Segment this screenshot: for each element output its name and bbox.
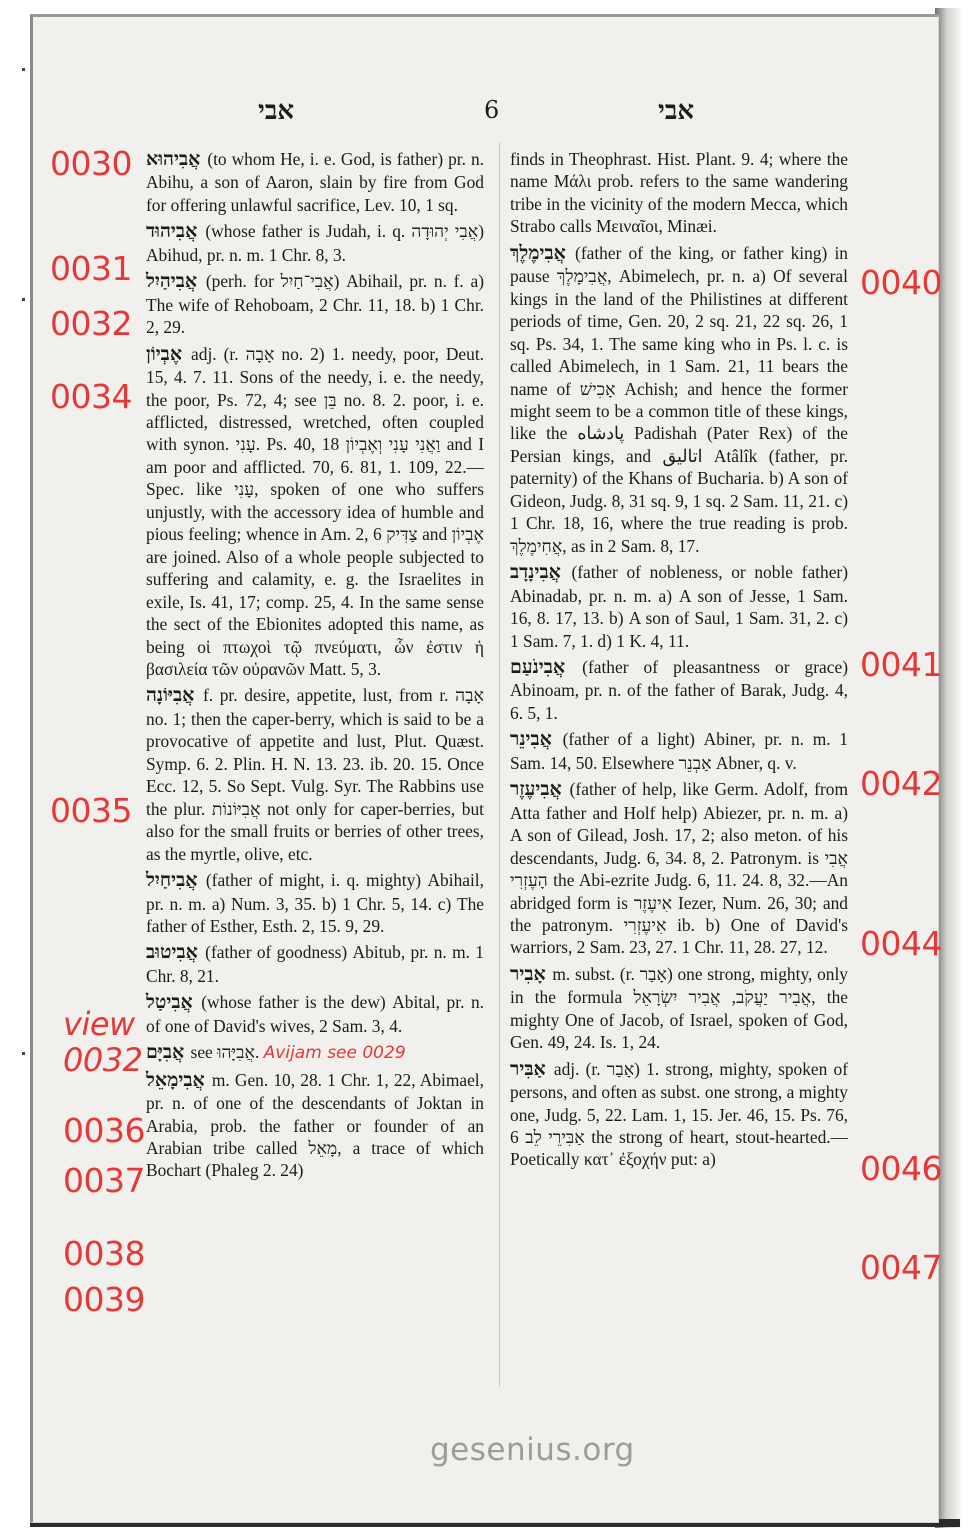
entry-code: 0031 [50,249,132,288]
entry-code: 0041 [860,645,942,684]
headword: אֲבִיטוּב [146,942,198,964]
headword: אֲבִיָּם [146,1042,185,1064]
avijam-annotation: Avijam see 0029 [263,1043,406,1064]
entry-code: 0032 [50,304,132,343]
entry-0031 [146,220,484,266]
page-header [0,96,980,136]
definition: (father of goodness) Abitub, pr. n. m. 1 Chr. 8, 21. [146,942,484,986]
definition: (perh. for אֲבִי־חַיִל) Abihail, pr. n. f. a) The wife of Rehoboam, 2 Chr. 11, 18. b) 1 Chr. 2, 29. [146,271,484,338]
entry-0038 [146,1041,484,1064]
headword: אֲבִימָאֵל [146,1069,205,1091]
site-watermark: gesenius.org [430,1432,635,1468]
right-column [510,148,848,1175]
entry-code: 0030 [50,144,132,183]
headword: אַבִּיר [510,1058,546,1080]
headword: אֲבִיהוּא [146,149,201,170]
definition: finds in Theophrast. Hist. Plant. 9. 4; where the name Μάλι prob. refers to the same wandering tribe in the vicinity of the modern Mecca, which Strabo calls Μειναῖοι, Minæi. [510,149,848,237]
headword: אֲבִיחַיִל [146,870,198,892]
headword: אֶבְיוֹן [146,343,183,365]
page-number: 6 [484,96,500,124]
entry-code: 0037 [63,1161,145,1200]
entry-0042 [510,656,848,724]
view-entry-code: 0032 [63,1041,143,1079]
entry-0040 [510,242,848,557]
entry-code: 0042 [860,764,942,803]
entry-code: 0038 [63,1234,145,1273]
definition: m. Gen. 10, 28. 1 Chr. 1, 22, Abimael, pr. n. of one of the descendants of Joktan in Arabia, prob. the father or founder of an Arabian tribe called מָאֵל, a trace of which Bochart (Phaleg 2. 24) [146,1069,484,1181]
entry-0041 [510,561,848,652]
column-divider [499,142,500,1387]
entry-0046 [510,963,848,1054]
entry-abiner [510,728,848,774]
definition: adj. (r. אָבָה no. 2) 1. needy, poor, Deut. 15, 4. 7. 11. Sons of the needy, i. e. the needy, the poor, Ps. 72, 4; see בֵּן no. 8. 2. poor, i. e. afflicted, distressed, wretched, often coupled with synon. עָנִי. Ps. 40, 18 וַאֲנִי עָנִי וְאֶבְיוֹן and I am poor and afflicted. 70, 6. 81, 1. 109, 22.—Spec. like עָנִי, spoken of one who suffers unjustly, with the accessory idea of humble and pious feeling; whence in Am. 2, 6 צַדִּיק and אֶבְיוֹן are joined. Also of a whole people subjected to suffering and calamity, e. g. the Israelites in exile, Is. 41, 17; comp. 25, 4. In the same sense the sect of the Ebionites adopted this name, as being οἱ πτωχοὶ τῷ πνεύματι, ὧν ἐστιν ἡ βασιλεία τῶν οὐρανῶν Matt. 5, 3. [146,343,485,679]
definition: (father of help, like Germ. Adolf, from Atta father and Holf help) Abiezer, pr. n. m. a) A son of Gilead, Josh. 17, 2; also meton. of his descendants, Judg. 6, 34. 8, 2. Patronym. is אֲבִי הָעֶזְרִי the Abi-ezrite Judg. 6, 11. 24. 8, 32.—An abridged form is אִיעֶזֶר Iezer, Num. 26, 30; and the patronym. אִיעֶזְרִי ib. b) One of David's warriors, 2 Sam. 23, 27. 1 Chr. 11, 28. 27, 12. [510,779,848,958]
entry-0032 [146,270,484,338]
headword: אֲבִיטַל [146,992,193,1014]
definition: see אֲבִיָּהוּ. [186,1042,260,1063]
definition: (father of the king, or father king) in pause אֲבִימָלֶךְ, Abimelech, pr. n. a) Of several kings in the land of the Philistines at different periods of time, Gen. 20, 2 sq. 21, 22 sq. 26, 1 sq. Ps. 34, 1. The same king who in Ps. l. c. is called Abimelech, in 1 Sam. 21, 11 bears the name of אָכִישׁ Achish; and hence the former might seem to be a common title of these kings, like the پادشاه Padishah (Pater Rex) of the Persian kings, and اتاليق Atâlîk (father, pr. paternity) of the Khans of Bucharia. b) A son of Gideon, Judg. 8, 31 sq. 9, 1 sq. 2 Sam. 11, 21. c) 1 Chr. 18, 16, where the true reading is prob. אֲחִימֶלֶךְ, as in 2 Sam. 8, 17. [510,242,848,556]
headword: אֲבִיהוּד [146,221,198,243]
entry-abihail [146,869,484,937]
scan-mark [22,68,25,71]
entry-0035 [146,684,484,865]
definition: f. pr. desire, appetite, lust, from r. אָבָה no. 1; then the caper-berry, which is said to be a provocative of appetite and lust, Plut. Quæst. Symp. 6. 2. Plin. H. N. 13. 23. ib. 20. 15. Once Ecc. 12, 5. So Sept. Vulg. Syr. The Rabbins use the plur. אֲבִיּוֹנוֹת not only for caper-berries, but also for the small fruits or berries of other trees, as the myrtle, olive, etc. [146,685,484,864]
headword: אָבִיר [510,963,546,985]
definition: (whose father is Judah, i. q. אֲבִי יְהוּדָה) Abihud, pr. n. m. 1 Chr. 8, 3. [146,221,484,265]
definition: (father of might, i. q. mighty) Abihail, pr. n. m. a) Num. 3, 35. b) 1 Chr. 5, 14. c) The father of Esther, Esth. 2, 15. 9, 29. [146,870,484,936]
definition: (whose father is the dew) Abital, pr. n. of one of David's wives, 2 Sam. 3, 4. [146,992,484,1036]
definition: (father of pleasantness or grace) Abinoam, pr. n. of the father of Barak, Judg. 4, 6. 5, 1. [510,656,848,723]
definition: (to whom He, i. e. God, is father) pr. n. Abihu, a son of Aaron, slain by fire from God for offering unlawful sacrifice, Lev. 10, 1 sq. [146,149,484,215]
entry-code: 0039 [63,1280,145,1319]
entry-0037 [146,991,484,1037]
definition: (father of a light) Abiner, pr. n. m. 1 Sam. 14, 50. Elsewhere אַבְנֵר Abner, q. v. [510,729,848,773]
entry-continuation [510,148,848,238]
running-head-right: אבי [658,96,695,126]
entry-code: 0034 [50,377,132,416]
entry-0030 [146,148,484,216]
scan-mark [22,1052,25,1055]
entry-0047 [510,1058,848,1171]
entry-code: 0044 [860,924,942,963]
headword: אֲבִיּוֹנָה [146,685,195,707]
entry-0039 [146,1069,484,1182]
entry-0044 [510,778,848,959]
entry-0036 [146,941,484,987]
entry-code: 0047 [860,1248,942,1287]
headword: אֲבִימֶלֶךְ [510,242,566,264]
entry-code: 0035 [50,791,132,830]
view-label: view [63,1005,135,1043]
headword: אֲבִינֵר [510,729,552,751]
headword: אֲבִינָדָב [510,562,561,584]
definition: (father of nobleness, or noble father) Abinadab, pr. n. m. a) A son of Jesse, 1 Sam. 16, 8. 17, 13. b) A son of Saul, 1 Sam. 31, 2. c) 1 Sam. 7, 1. d) 1 K. 4, 11. [510,562,848,651]
entry-0034 [146,343,484,681]
running-head-left: אבי [258,96,295,126]
headword: אֲבִיהַיִל [146,271,198,293]
headword: אֲבִיעֶזֶר [510,779,562,801]
left-column [146,148,484,1186]
entry-code: 0040 [860,263,942,302]
headword: אֲבִינֹעַם [510,656,566,678]
scan-mark [22,298,25,301]
definition: adj. (r. אָבַר) 1. strong, mighty, spoken of persons, and often as subst. one strong, a mighty one, Judg. 5, 22. Lam. 1, 15. Jer. 46, 15. Ps. 76, 6 אַבִּירֵי לֵב the strong of heart, stout-hearted.—Poetically κατ᾽ ἐξοχήν put: a) [510,1058,849,1170]
entry-code: 0046 [860,1149,942,1188]
entry-code: 0036 [63,1111,145,1150]
definition: m. subst. (r. אָבַר) one strong, mighty, only in the formula אֲבִיר יַעֲקֹב, אֲבִיר יִשְׂרָאֵל, the mighty One of Jacob, of Israel, spoken of God, Gen. 49, 24. Is. 1, 24. [510,963,849,1053]
